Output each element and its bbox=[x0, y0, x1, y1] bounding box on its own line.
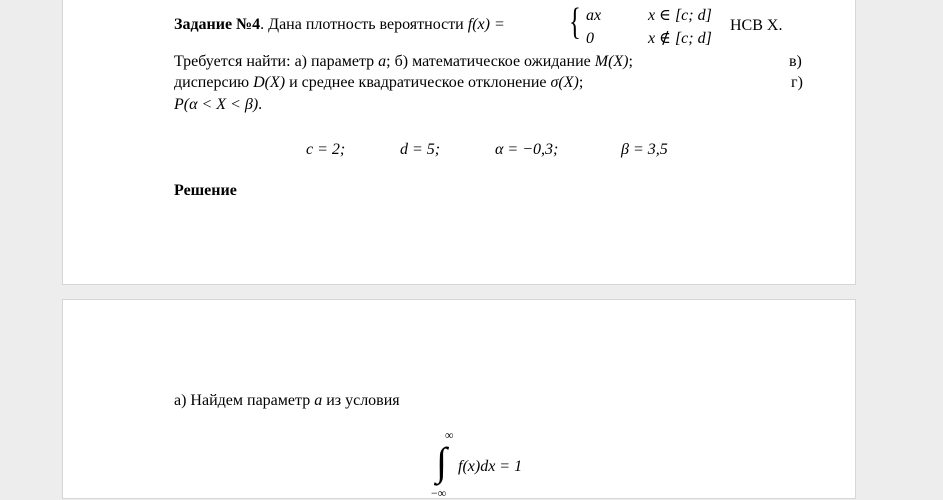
req-param: a bbox=[378, 53, 387, 70]
req-item-g: г) bbox=[791, 74, 803, 91]
req-text-d: дисперсию bbox=[174, 74, 254, 91]
density-label: f(x) = bbox=[467, 16, 505, 33]
param-alpha: α = −0,3; bbox=[495, 141, 559, 158]
case2-cond: x ∉ [c; d] bbox=[648, 30, 712, 47]
req-dx: D(X) bbox=[253, 74, 286, 91]
req-sigma: σ(X) bbox=[550, 74, 579, 91]
requirements-line-1 bbox=[174, 52, 633, 72]
requirements-line-3 bbox=[174, 95, 262, 115]
req-text-e: и среднее квадратическое отклонение bbox=[285, 74, 551, 91]
req-text-b: ; б) математическое ожидание bbox=[386, 53, 595, 70]
step-a-prefix: а) Найдем параметр bbox=[174, 392, 315, 409]
req-text-f: ; bbox=[578, 74, 584, 91]
task-intro: . Дана плотность вероятности bbox=[260, 16, 468, 33]
requirements-line-2 bbox=[174, 73, 583, 93]
task-suffix: НСВ Х. bbox=[730, 17, 783, 34]
case2-expr: 0 bbox=[586, 30, 594, 47]
req-period: . bbox=[258, 96, 263, 113]
task-intro-line bbox=[174, 15, 505, 35]
integral-lower-limit: −∞ bbox=[431, 486, 447, 500]
case1-expr: ax bbox=[586, 7, 602, 24]
case1-cond: x ∈ [c; d] bbox=[648, 7, 712, 24]
integral-expression: f(x)dx = 1 bbox=[458, 458, 523, 475]
page-2 bbox=[62, 299, 856, 499]
task-heading: Задание №4 bbox=[174, 16, 261, 33]
page-1 bbox=[62, 0, 856, 285]
integral-upper-limit: ∞ bbox=[445, 428, 454, 442]
param-beta: β = 3,5 bbox=[621, 141, 668, 158]
param-c: c = 2; bbox=[306, 141, 346, 158]
cases-brace: { bbox=[569, 1, 581, 43]
req-text-a: Требуется найти: а) параметр bbox=[174, 53, 379, 70]
req-item-v: в) bbox=[789, 53, 802, 70]
step-a-param: a bbox=[314, 392, 323, 409]
step-a-text bbox=[174, 391, 400, 411]
req-probability: P(α < X < β) bbox=[174, 96, 259, 113]
integral-sign: ∫ bbox=[436, 439, 447, 484]
req-text-c: ; bbox=[628, 53, 633, 70]
solution-heading: Решение bbox=[174, 182, 237, 199]
req-mx: M(X) bbox=[594, 53, 629, 70]
param-d: d = 5; bbox=[400, 141, 441, 158]
step-a-suffix: из условия bbox=[322, 392, 400, 409]
